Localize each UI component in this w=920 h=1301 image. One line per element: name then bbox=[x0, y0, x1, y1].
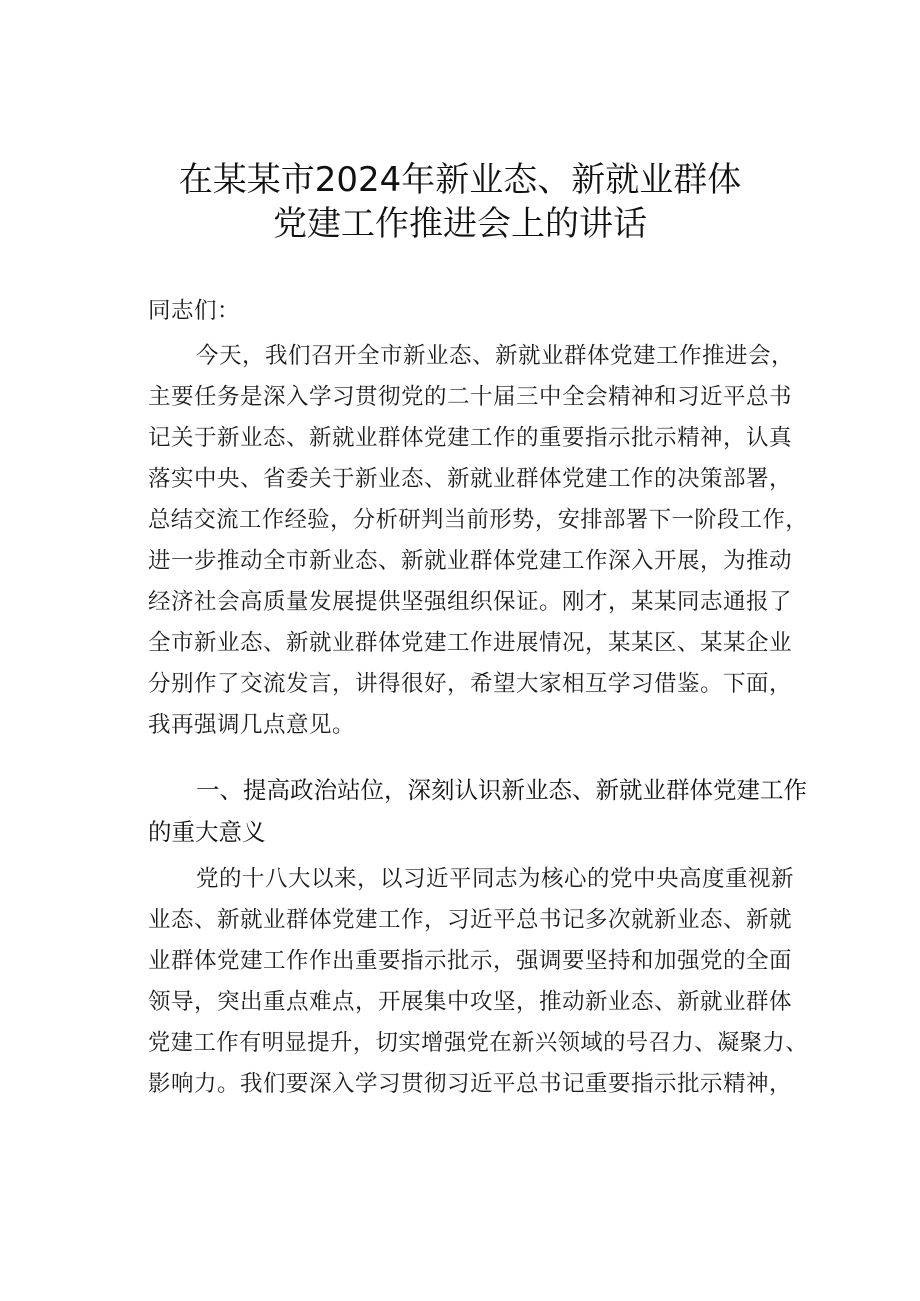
paragraph-2-line: 业态、新就业群体党建工作，习近平总书记多次就新业态、新就 bbox=[148, 907, 793, 933]
document-title-line-2: 党建工作推进会上的讲话 bbox=[273, 204, 647, 244]
paragraph-1-line: 分别作了交流发言，讲得很好，希望大家相互学习借鉴。下面， bbox=[148, 671, 793, 697]
paragraph-1-line: 经济社会高质量发展提供坚强组织保证。刚才，某某同志通报了 bbox=[148, 589, 793, 615]
section-heading-1-line: 一、提高政治站位，深刻认识新业态、新就业群体党建工作 bbox=[196, 776, 807, 804]
paragraph-2-line: 领导，突出重点难点，开展集中攻坚，推动新业态、新就业群体 bbox=[148, 989, 793, 1015]
paragraph-1-line: 记关于新业态、新就业群体党建工作的重要指示批示精神，认真 bbox=[148, 425, 793, 451]
paragraph-1-line: 落实中央、省委关于新业态、新就业群体党建工作的决策部署， bbox=[148, 466, 793, 492]
paragraph-2-line: 业群体党建工作作出重要指示批示，强调要坚持和加强党的全面 bbox=[148, 948, 793, 974]
paragraph-1-line: 进一步推动全市新业态、新就业群体党建工作深入开展，为推动 bbox=[148, 548, 793, 574]
section-heading-1-line: 的重大意义 bbox=[148, 818, 266, 846]
paragraph-1-line: 全市新业态、新就业群体党建工作进展情况，某某区、某某企业 bbox=[148, 630, 793, 656]
paragraph-1-line: 总结交流工作经验，分析研判当前形势，安排部署下一阶段工作， bbox=[148, 507, 809, 533]
document-title-line-1: 在某某市2024年新业态、新就业群体 bbox=[178, 160, 742, 200]
paragraph-1-line: 我再强调几点意见。 bbox=[148, 712, 356, 738]
salutation: 同志们： bbox=[148, 298, 241, 324]
paragraph-2-line: 党的十八大以来，以习近平同志为核心的党中央高度重视新 bbox=[196, 866, 795, 892]
paragraph-2-line: 党建工作有明显提升，切实增强党在新兴领域的号召力、凝聚力、 bbox=[148, 1030, 809, 1056]
paragraph-2-line: 影响力。我们要深入学习贯彻习近平总书记重要指示批示精神， bbox=[148, 1071, 793, 1097]
paragraph-1-line: 今天，我们召开全市新业态、新就业群体党建工作推进会， bbox=[196, 343, 795, 369]
paragraph-1-line: 主要任务是深入学习贯彻党的二十届三中全会精神和习近平总书 bbox=[148, 384, 793, 410]
